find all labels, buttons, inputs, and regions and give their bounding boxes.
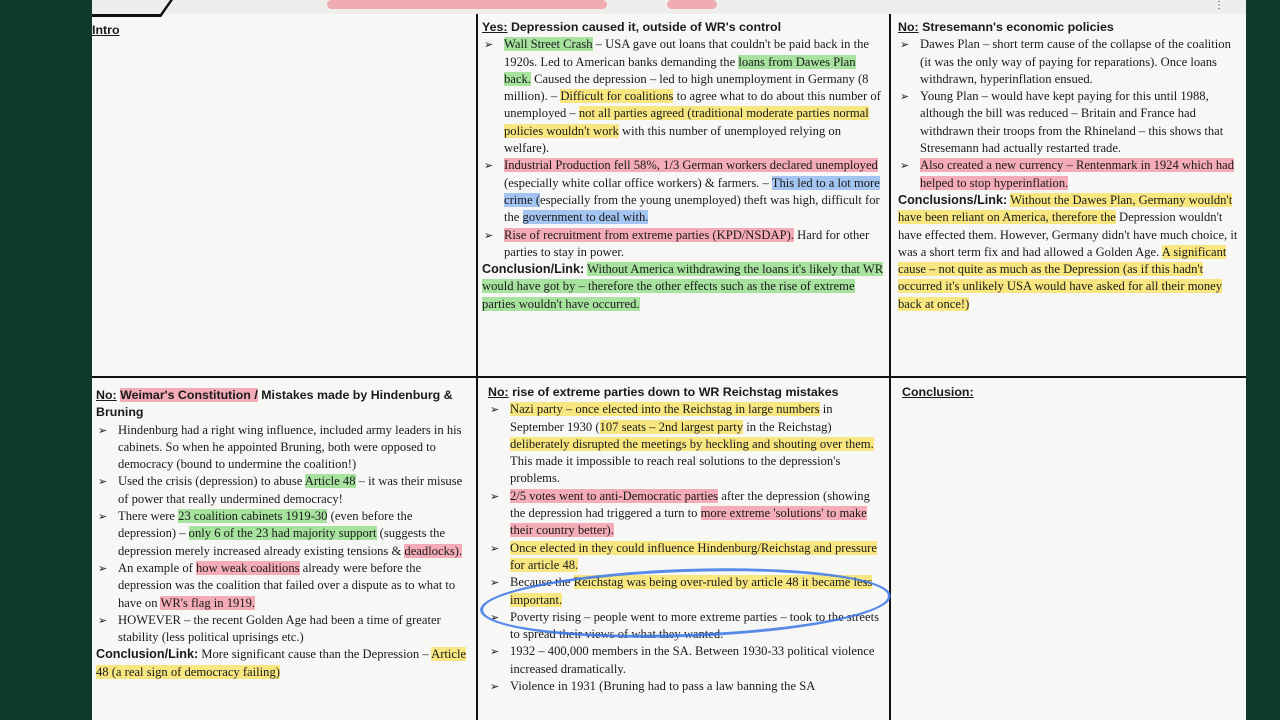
extreme-parties-points bbox=[488, 401, 884, 695]
text-run: Poverty rising – people went to more extreme parties – took to the streets to spread their views of what they wanted. bbox=[510, 609, 879, 642]
text-run: especially from the young unemployed) theft was high, difficult for the bbox=[504, 192, 880, 225]
bullet-point bbox=[488, 678, 884, 695]
stresemann-heading: No: Stresemann's economic policies bbox=[898, 20, 1114, 34]
highlighted-text: This led to a lot more crime ( bbox=[504, 175, 880, 207]
bullet-point bbox=[488, 488, 884, 540]
highlighted-text: WR's flag in 1919. bbox=[160, 595, 256, 610]
text-run: with this number of unemployed relying on welfare). bbox=[504, 123, 842, 156]
depression-cell bbox=[482, 19, 884, 373]
text-run: Dawes Plan – short term cause of the collapse of the coalition (it was the only way of paying for reparations). Once loans withdrawn, hyperinflation ensued. bbox=[920, 37, 1231, 86]
text-run: – USA gave out loans that couldn't be paid back in the 1920s. Led to American banks demanding the bbox=[504, 37, 870, 69]
highlighted-text: only 6 of the 23 had majority support bbox=[188, 526, 377, 541]
bullet-point bbox=[96, 612, 472, 647]
text-run: – it was their misuse of power that really undermined democracy! bbox=[118, 474, 463, 506]
intro-cell bbox=[92, 22, 472, 372]
essay-plan-table bbox=[92, 14, 1246, 720]
highlighted-text: not all parties agreed (traditional moderate parties normal policies wouldn't work bbox=[504, 106, 869, 138]
stresemann-points bbox=[898, 36, 1242, 192]
bullet-point bbox=[482, 227, 884, 262]
stresemann-cell bbox=[898, 19, 1242, 373]
bullet-point bbox=[898, 88, 1242, 157]
text-run: Because the bbox=[510, 575, 574, 590]
text-run: in September 1930 ( bbox=[510, 402, 833, 434]
constitution-points bbox=[96, 422, 472, 647]
bullet-point bbox=[96, 473, 472, 508]
bullet-point bbox=[96, 560, 472, 612]
constitution-conclusion: Conclusion/Link: More significant cause than the Depression – Article 48 (a real sign of democracy failing) bbox=[96, 647, 467, 679]
highlighted-text: Also created a new currency – Rentenmark in 1924 which had helped to stop hyperinflation. bbox=[920, 158, 1235, 190]
highlighted-text: Without the Dawes Plan, Germany wouldn't have been reliant on America, therefore the bbox=[898, 192, 1233, 225]
highlighted-text: Reichstag was being over-ruled by article 48 it became less important. bbox=[510, 575, 873, 607]
highlighted-text: Without America withdrawing the loans it's likely that WR would have got by – therefore the other effects such as the rise of extreme parties wouldn't have occurred. bbox=[482, 262, 884, 311]
text-run: (especially white collar office workers) & farmers. – bbox=[504, 175, 772, 190]
extreme-parties-heading: No: rise of extreme parties down to WR Reichstag mistakes bbox=[488, 385, 839, 399]
highlighted-text: Wall Street Crash bbox=[504, 37, 593, 52]
page-top-strip bbox=[92, 0, 1246, 14]
highlighted-text: Article 48 (a real sign of democracy failing) bbox=[96, 647, 467, 679]
text-run: (suggests the depression merely increased already existing tensions & bbox=[118, 526, 446, 558]
text-run: This made it impossible to reach real solutions to the depression's problems. bbox=[510, 454, 841, 486]
row-divider bbox=[92, 376, 1246, 378]
text-run: after the depression (showing the depression had triggered a turn to bbox=[510, 488, 870, 521]
highlighted-text: Industrial Production fell 58%, 1/3 German workers declared unemployed bbox=[504, 158, 878, 173]
text-run: Caused the depression – led to high unemployment in Germany (8 million). – bbox=[504, 71, 869, 104]
top-highlight-mark bbox=[667, 0, 717, 9]
extreme-parties-cell bbox=[488, 384, 884, 720]
bullet-point bbox=[488, 643, 884, 678]
depression-points bbox=[482, 36, 884, 261]
text-run: already were before the depression was the coalition that failed over a dispute as to what to have on bbox=[118, 560, 456, 610]
bullet-point bbox=[96, 422, 472, 474]
highlighted-text: Nazi party – once elected into the Reichstag in large numbers bbox=[510, 402, 820, 417]
scroll-mark-icon: ⋮ bbox=[1214, 0, 1224, 11]
highlighted-text: 107 seats – 2nd largest party bbox=[599, 419, 744, 434]
text-run: in the Reichstag) bbox=[743, 419, 832, 434]
highlighted-text: deliberately disrupted the meetings by heckling and shouting over them. bbox=[510, 436, 874, 451]
constitution-cell bbox=[96, 387, 472, 720]
document-page bbox=[92, 0, 1246, 720]
text-run: Hard for other parties to stay in power. bbox=[504, 227, 870, 259]
highlighted-text: Article 48 bbox=[304, 474, 356, 489]
bullet-point bbox=[96, 508, 472, 560]
highlighted-text: government to deal with. bbox=[522, 210, 649, 225]
highlighted-text: more extreme 'solutions' to make their country better). bbox=[510, 506, 867, 538]
bullet-point bbox=[482, 36, 884, 157]
text-run: Hindenburg had a right wing influence, included army leaders in his cabinets. So when he appointed Bruning, both were opposed to democracy (bound to undermine the coalition!) bbox=[118, 422, 462, 472]
text-run: HOWEVER – the recent Golden Age had been a time of greater stability (less political uprisings etc.) bbox=[118, 612, 441, 645]
text-run: More significant cause than the Depression – bbox=[198, 647, 432, 662]
text-run: There were bbox=[118, 509, 179, 524]
conclusion-cell bbox=[902, 384, 1242, 720]
highlighted-text: Rise of recruitment from extreme parties (KPD/NSDAP). bbox=[504, 227, 794, 242]
text-run: Young Plan – would have kept paying for this until 1988, although the bill was reduced – Britain and France had withdrawn their troops from the Rhineland – this shows that Stresemann had actually restarted trade. bbox=[920, 89, 1224, 156]
depression-heading: Yes: Depression caused it, outside of WR's control bbox=[482, 20, 782, 34]
bullet-point bbox=[898, 157, 1242, 192]
column-divider bbox=[889, 14, 891, 720]
column-divider bbox=[476, 14, 478, 720]
highlighted-text: Once elected in they could influence Hindenburg/Reichstag and pressure for article 48. bbox=[510, 540, 877, 572]
highlighted-text: 2/5 votes went to anti-Democratic parties bbox=[510, 488, 719, 503]
bullet-point bbox=[488, 401, 884, 487]
depression-conclusion: Conclusion/Link: Without America withdrawing the loans it's likely that WR would have got by – therefore the other effects such as the rise of extreme parties wouldn't have occurred. bbox=[482, 262, 884, 311]
text-run: 1932 – 400,000 members in the SA. Between 1930-33 political violence increased dramatically. bbox=[510, 644, 875, 676]
stresemann-conclusion: Conclusions/Link: Without the Dawes Plan, Germany wouldn't have been reliant on America, therefore the Depression wouldn't have effected them. However, Germany didn't have much choice, it was a short term fix and had allowed a Golden Age. A significant cause – not quite as much as the Depression (as if this hadn't occurred it's unlikely USA would have asked for all their money back at once!) bbox=[898, 192, 1238, 311]
top-highlight-mark bbox=[327, 0, 607, 9]
intro-heading: Intro bbox=[92, 23, 120, 37]
text-run: Depression wouldn't have effected them. However, Germany didn't have much choice, it was a short term fix and had allowed a Golden Age. bbox=[898, 210, 1238, 259]
highlighted-text: A significant cause – not quite as much as the Depression (as if this hadn't occurred it's unlikely USA would have asked for all their money back at once!) bbox=[898, 244, 1227, 311]
highlighted-text: 23 coalition cabinets 1919-30 bbox=[178, 509, 328, 524]
conclusion-heading: Conclusion: bbox=[902, 385, 974, 399]
highlighted-text: how weak coalitions bbox=[196, 560, 300, 575]
highlighted-text: Difficult for coalitions bbox=[560, 89, 674, 104]
highlighted-text: deadlocks). bbox=[404, 543, 463, 558]
text-run: to agree what to do about this number of unemployed – bbox=[504, 89, 881, 121]
bullet-point bbox=[482, 157, 884, 226]
bullet-point bbox=[898, 36, 1242, 88]
text-run: Violence in 1931 (Bruning had to pass a law banning the SA bbox=[510, 679, 816, 694]
highlighted-text: loans from Dawes Plan back. bbox=[504, 54, 856, 86]
text-run: Used the crisis (depression) to abuse bbox=[118, 474, 305, 489]
text-run: (even before the depression) – bbox=[118, 509, 413, 541]
constitution-heading: No: Weimar's Constitution / Mistakes made by Hindenburg & Bruning bbox=[96, 388, 453, 420]
text-run: An example of bbox=[118, 560, 196, 575]
